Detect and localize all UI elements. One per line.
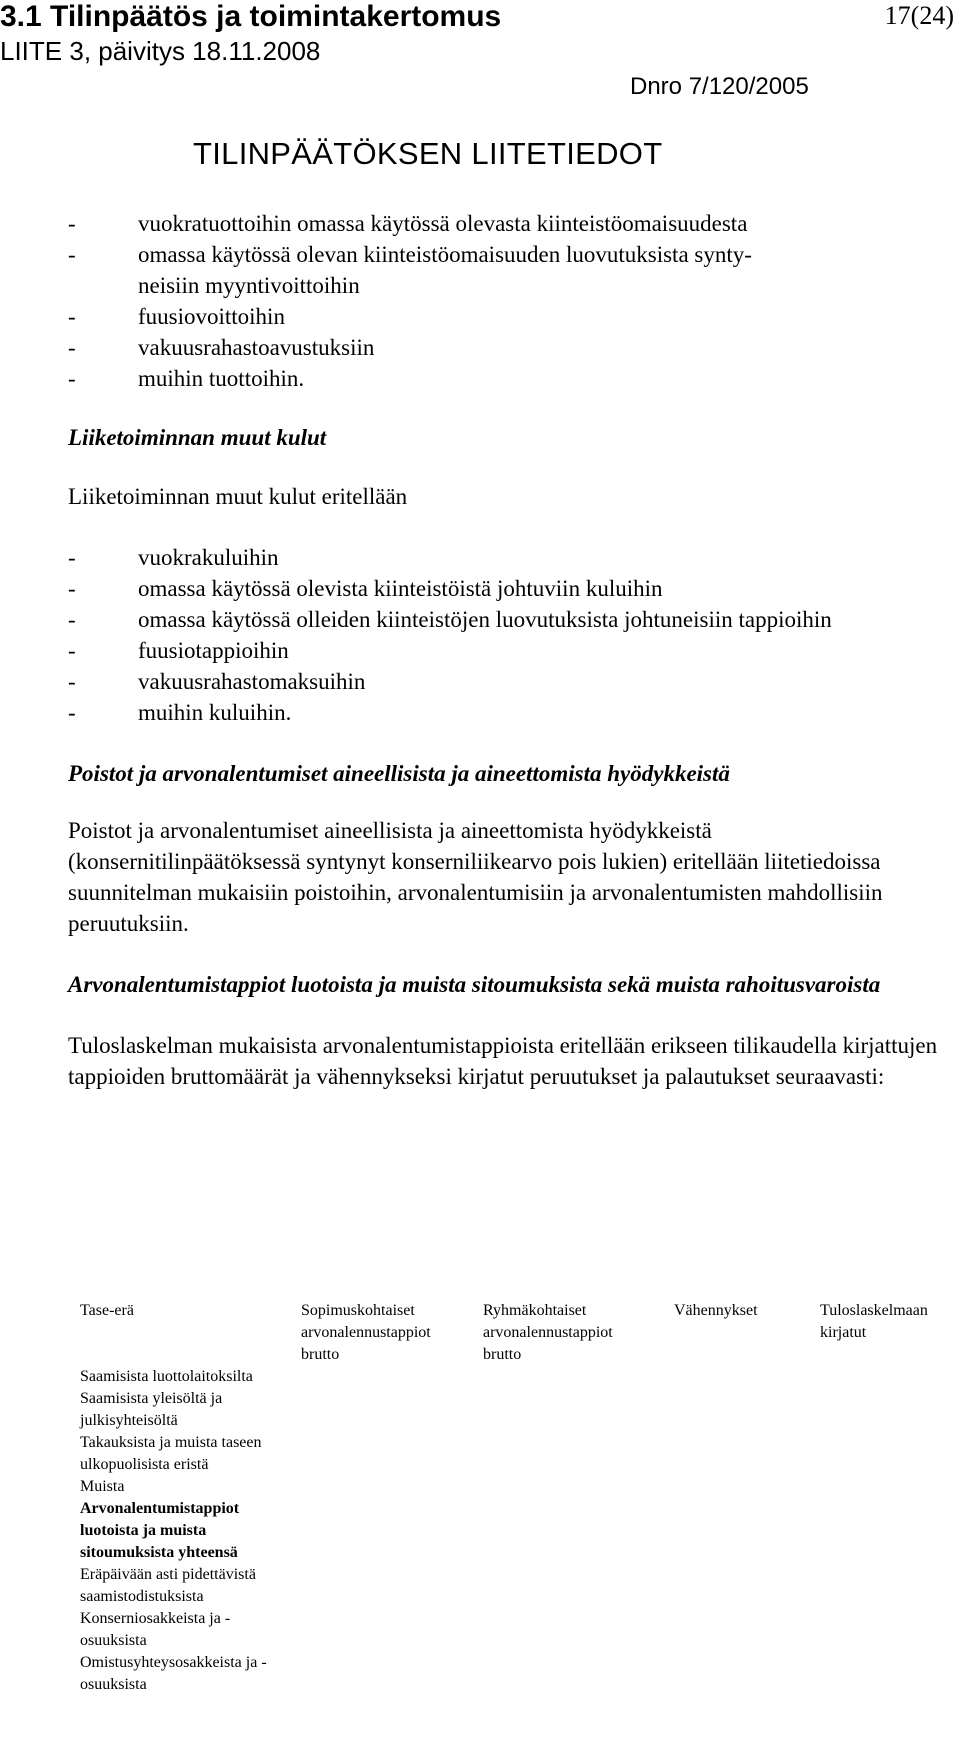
table-row: Eräpäivään asti pidettävistä saamistodistuksista xyxy=(80,1566,256,1605)
table-row: Takauksista ja muista taseen ulkopuolisista eristä xyxy=(80,1434,262,1473)
record-number: Dnro 7/120/2005 xyxy=(630,73,809,100)
income-list xyxy=(68,208,948,394)
table-header: Tuloslaskelmaan kirjatut xyxy=(820,1302,928,1341)
list-item: - muihin kuluihin. xyxy=(68,700,292,725)
list-item: - vuokratuottoihin omassa käytössä olevasta kiinteistöomaisuudesta xyxy=(68,211,748,236)
section-intro: Liiketoiminnan muut kulut eritellään xyxy=(68,484,408,509)
page-number: 17(24) xyxy=(884,1,954,30)
table-row-total: Arvonalentumistappiot luotoista ja muista sitoumuksista yhteensä xyxy=(80,1500,240,1561)
expense-list xyxy=(68,542,948,728)
section-heading: Arvonalentumistappiot luotoista ja muista sitoumuksista sekä muista rahoitusvaroista xyxy=(68,972,881,997)
table-header: Ryhmäkohtaiset arvonalennustappiot brutto xyxy=(483,1302,613,1363)
list-item: - vakuusrahastomaksuihin xyxy=(68,669,366,694)
list-item: - fuusiovoittoihin xyxy=(68,304,285,329)
list-item: - omassa käytössä olevan kiinteistöomaisuuden luovutuksista synty- neisiin myyntivoittoihin xyxy=(68,242,752,298)
main-title: TILINPÄÄTÖKSEN LIITETIEDOT xyxy=(193,136,663,171)
appendix-label: LIITE 3, päivitys 18.11.2008 xyxy=(0,36,321,66)
table-row: Saamisista yleisöltä ja julkisyhteisöltä xyxy=(80,1390,223,1429)
section-heading: Liiketoiminnan muut kulut xyxy=(68,425,327,450)
section-title: 3.1 Tilinpäätös ja toimintakertomus xyxy=(0,0,502,33)
list-item: - fuusiotappioihin xyxy=(68,638,289,663)
list-item: - muihin tuottoihin. xyxy=(68,366,305,391)
table-header: Tase-erä xyxy=(80,1302,134,1319)
table-row-labels xyxy=(80,1366,280,1696)
list-item: - omassa käytössä olevista kiinteistöistä johtuviin kuluihin xyxy=(68,576,663,601)
section-text: Poistot ja arvonalentumiset aineellisista ja aineettomista hyödykkeistä (konsernitilinpäätöksessä syntynyt konserniliikearvo pois lukien) eritellään liitetiedoissa suunnitelman mukaisiin poistoihin, arvonalentumisiin ja arvonalentumisten mahdollisiin peruutuksiin. xyxy=(68,818,883,936)
list-item: - vakuusrahastoavustuksiin xyxy=(68,335,375,360)
document-body xyxy=(68,208,948,1092)
list-item: - vuokrakuluihin xyxy=(68,545,279,570)
table-row: Konserniosakkeista ja -osuuksista xyxy=(80,1610,231,1649)
section-text: Tuloslaskelman mukaisista arvonalentumistappioista eritellään erikseen tilikaudella kirjattujen tappioiden bruttomäärät ja vähennykseksi kirjatut peruutukset ja palautukset seuraavasti: xyxy=(68,1033,938,1089)
table-header: Sopimuskohtaiset arvonalennustappiot brutto xyxy=(301,1302,431,1363)
table-header: Vähennykset xyxy=(674,1302,758,1319)
table-row: Muista xyxy=(80,1478,125,1495)
section-heading: Poistot ja arvonalentumiset aineellisista ja aineettomista hyödykkeistä xyxy=(68,761,730,786)
table-row: Omistusyhteysosakkeista ja -osuuksista xyxy=(80,1654,267,1693)
table-row: Saamisista luottolaitoksilta xyxy=(80,1368,253,1385)
list-item: - omassa käytössä olleiden kiinteistöjen luovutuksista johtuneisiin tappioihin xyxy=(68,607,832,632)
